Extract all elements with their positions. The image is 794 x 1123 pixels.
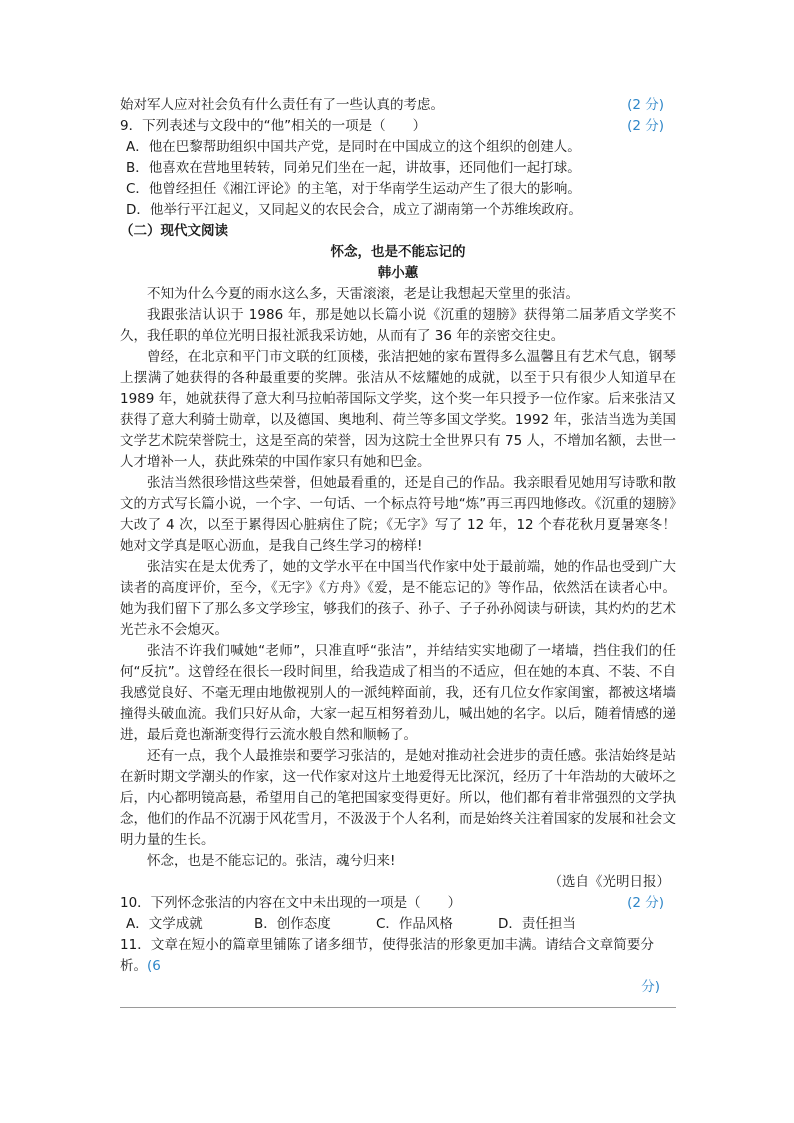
question-9-option-d: D．他举行平江起义，又同起义的农民会合，成立了湖南第一个苏维埃政府。	[126, 202, 582, 218]
question-9-option-a: A．他在巴黎帮助组织中国共产党，是同时在中国成立的这个组织的创建人。	[126, 139, 581, 155]
article-paragraph-3: 曾经，在北京和平门市文联的红顶楼，张洁把她的家布置得多么温馨且有艺术气息，钢琴上摆满了她获得的各种最重要的奖牌。张洁从不炫耀她的成就，以至于只有很少人知道早在 1989 年，她就获得了意大利马拉帕蒂国际文学奖，这个奖一年只授予一位作家。后来张洁又获得了意大利骑士勋章，以及德国、奥地利、荷兰等多国文学奖。1992 年，张洁当选为美国文学艺术院荣誉院士，这是至高的荣誉，因为这院士全世界只有 75 人，不增加名额，去世一人才增补一人，获此殊荣的中国作家只有她和巴金。	[120, 349, 676, 470]
question-10-option-d: D．责任担当	[498, 916, 576, 932]
question-9-option-b: B．他喜欢在营地里转转，同弟兄们坐在一起，讲故事，还同他们一起打球。	[126, 160, 581, 176]
score-label-open: (6	[147, 958, 161, 974]
section-heading: （二）现代文阅读	[120, 223, 228, 239]
question-10-option-b: B．创作态度	[254, 916, 331, 932]
bottom-divider	[120, 1007, 676, 1008]
score-label: (2 分)	[627, 118, 664, 134]
question-10-option-c: C．作品风格	[376, 916, 453, 932]
article-paragraph-7: 还有一点，我个人最推崇和要学习张洁的，是她对推动社会进步的责任感。张洁始终是站在新时期文学潮头的作家，这一代作家对这片土地爱得无比深沉，经历了十年浩劫的大破坏之后，内心都明镜高悬，希望用自己的笔把国家变得更好。所以，他们都有着非常强烈的文学执念，他们的作品不沉溺于风花雪月，不汲汲于个人名利，而是始终关注着国家的发展和社会文明力量的生长。	[120, 748, 676, 848]
score-label: (2 分)	[627, 97, 664, 113]
question-10-options	[120, 914, 676, 935]
question-9-stem: 9．下列表述与文段中的“他”相关的一项是（ ） (2 分)	[120, 116, 676, 137]
document-page	[120, 95, 676, 998]
question-11	[120, 935, 676, 998]
question-10-stem: 10．下列怀念张洁的内容在文中未出现的一项是（ ） (2 分)	[120, 893, 676, 914]
article-title: 怀念，也是不能忘记的	[330, 244, 466, 260]
article-paragraph-5: 张洁实在是太优秀了，她的文学水平在中国当代作家中处于最前端，她的作品也受到广大读者的高度评价，至今，《无字》《方舟》《爱，是不能忘记的》等作品，依然活在读者心中。她为我们留下了那么多文学珍宝，够我们的孩子、孙子、子子孙孙阅读与研读，其灼灼的艺术光芒永不会熄灭。	[120, 559, 676, 638]
article-paragraph-8: 怀念，也是不能忘记的。张洁，魂兮归来!	[147, 853, 396, 869]
continued-text: 始对军人应对社会负有什么责任有了一些认真的考虑。	[120, 97, 444, 113]
article-source: （选自《光明日报）	[548, 874, 670, 890]
article-paragraph-2: 我跟张洁认识于 1986 年，那是她以长篇小说《沉重的翅膀》获得第二届茅盾文学奖不久，我任职的单位光明日报社派我采访她，从而有了 36 年的亲密交往史。	[120, 307, 676, 344]
article-author: 韩小蕙	[377, 265, 419, 281]
score-label: (2 分)	[627, 895, 664, 911]
continued-line	[120, 95, 676, 116]
article-paragraph-4: 张洁当然很珍惜这些荣誉，但她最看重的，还是自己的作品。我亲眼看见她用写诗歌和散文的方式写长篇小说，一个字、一句话、一个标点符号地“炼”再三再四地修改。《沉重的翅膀》大改了 4 次，以至于累得因心脏病住了院；《无字》写了 12 年，12 个春花秋月夏暑寒冬！她对文学真是呕心沥血，是我自己终生学习的榜样!	[120, 475, 676, 554]
article-paragraph-1: 不知为什么今夏的雨水这么多，天雷滚滚，老是让我想起天堂里的张洁。	[147, 286, 579, 302]
question-10-option-a: A．文学成就	[126, 916, 203, 932]
article-paragraph-6: 张洁不许我们喊她“老师”，只准直呼“张洁”，并结结实实地砌了一堵墙，挡住我们的任何“反抗”。这曾经在很长一段时间里，给我造成了相当的不适应，但在她的本真、不装、不自我感觉良好、不毫无理由地傲视别人的一派纯粹面前，我，还有几位女作家闺蜜，都被这堵墙撞得头破血流。我们只好从命，大家一起互相努着劲儿，喊出她的名字。以后，随着情感的递进，最后竟也渐渐变得行云流水般自然和顺畅了。	[120, 643, 676, 743]
question-9-option-c: C．他曾经担任《湘江评论》的主笔，对于华南学生运动产生了很大的影响。	[126, 181, 581, 197]
score-label-close: 分)	[641, 979, 660, 995]
question-11-stem: 11．文章在短小的篇章里铺陈了诸多细节，使得张洁的形象更加丰满。请结合文章简要分析。	[120, 937, 654, 974]
